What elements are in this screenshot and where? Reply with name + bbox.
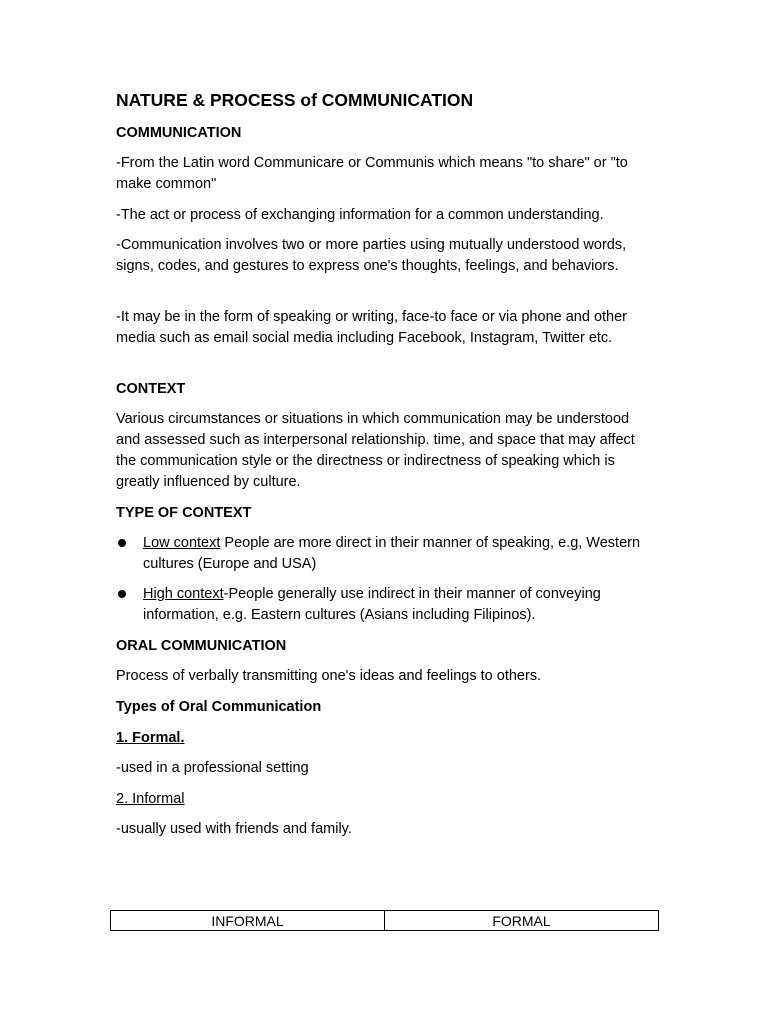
comparison-table (110, 910, 659, 931)
text-informal: -usually used with friends and family. (116, 821, 352, 837)
bullet-icon (118, 590, 126, 598)
term-low-context: Low context (143, 535, 221, 551)
table-header-formal: FORMAL (385, 911, 659, 931)
document-title: NATURE & PROCESS of COMMUNICATION (116, 90, 474, 110)
heading-context: CONTEXT (116, 381, 186, 397)
bullet-low-context (116, 533, 656, 575)
label-formal: 1. Formal. (116, 730, 185, 746)
table-header-row (111, 911, 659, 931)
paragraph-parties: -Communication involves two or more parties using mutually understood words, signs, codes, and gestures to express one's thoughts, feelings, and behaviors. (116, 237, 627, 274)
text-high-context: -People generally use indirect in their manner of conveying information, e.g. Eastern cultures (Asians including Filipinos). (143, 586, 601, 623)
paragraph-latin-origin: -From the Latin word Communicare or Communis which means "to share" or "to make common" (116, 155, 628, 192)
text-formal: -used in a professional setting (116, 760, 309, 776)
label-informal: 2. Informal (116, 791, 185, 807)
bullet-icon (118, 539, 126, 547)
heading-communication: COMMUNICATION (116, 125, 242, 141)
heading-types-of-oral: Types of Oral Communication (116, 699, 322, 715)
paragraph-oral-communication: Process of verbally transmitting one's ideas and feelings to others. (116, 668, 542, 684)
table-header-informal: INFORMAL (111, 911, 385, 931)
paragraph-act-or-process: -The act or process of exchanging information for a common understanding. (116, 207, 604, 223)
paragraph-context: Various circumstances or situations in which communication may be understood and assessed such as interpersonal relationship. time, and space that may affect the communication style or the directness or indirectness of speaking which is greatly influenced by culture. (116, 411, 635, 490)
term-high-context: High context (143, 586, 224, 602)
text-low-context: People are more direct in their manner of speaking, e.g, Western cultures (Europe and USA) (143, 535, 641, 572)
heading-type-of-context: TYPE OF CONTEXT (116, 505, 252, 521)
paragraph-forms: -It may be in the form of speaking or writing, face-to face or via phone and other media such as email social media including Facebook, Instagram, Twitter etc. (116, 309, 627, 346)
bullet-high-context (116, 584, 656, 626)
heading-oral-communication: ORAL COMMUNICATION (116, 638, 287, 654)
